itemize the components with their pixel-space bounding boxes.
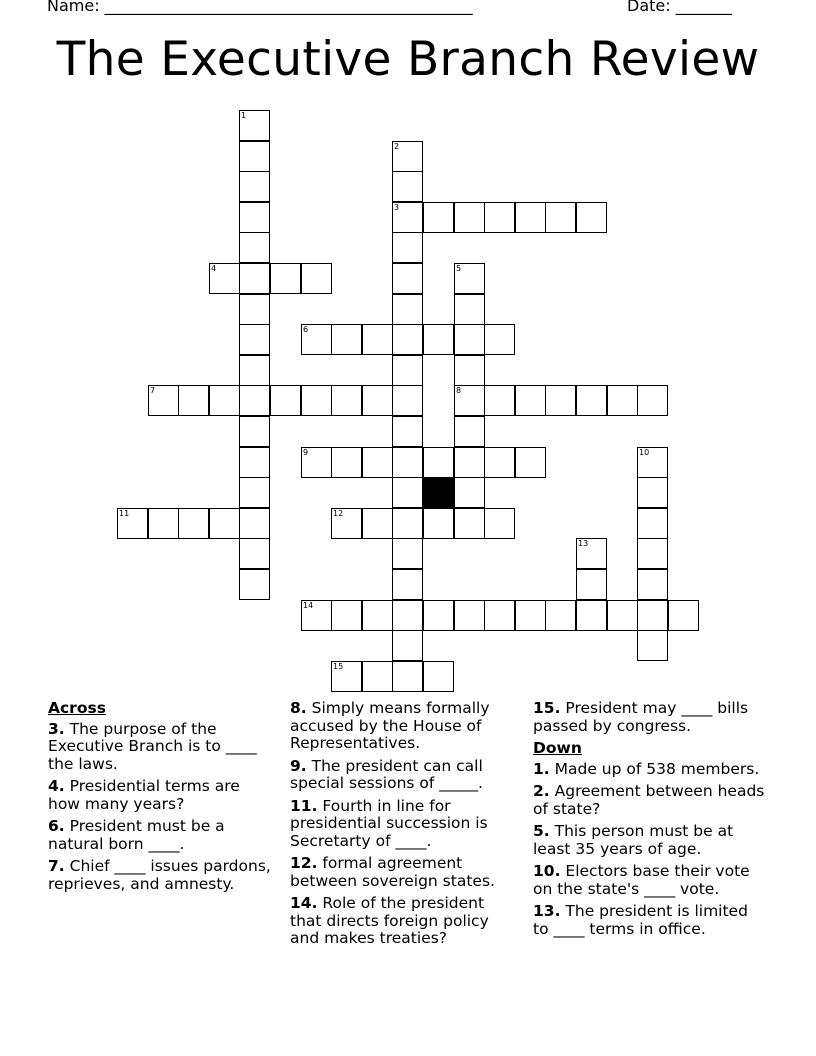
clue-across-4: 4. Presidential terms are how many years?	[48, 777, 240, 813]
grid-cell[interactable]	[362, 385, 393, 416]
grid-cell[interactable]	[178, 508, 209, 539]
grid-cell[interactable]	[423, 202, 454, 233]
grid-cell[interactable]	[239, 294, 270, 325]
clue-number: 6	[303, 325, 309, 334]
grid-cell[interactable]	[239, 477, 270, 508]
clue-across-14: 14. Role of the president that directs foreign policy and makes treaties?	[290, 894, 489, 947]
grid-cell[interactable]	[637, 630, 668, 661]
grid-cell[interactable]	[301, 324, 332, 355]
clue-across-15: 15. President may ____ bills passed by congress.	[533, 699, 749, 735]
grid-cell[interactable]	[484, 202, 515, 233]
page-title: The Executive Branch Review	[56, 32, 760, 87]
grid-cell[interactable]	[637, 447, 668, 478]
clue-across-12: 12. formal agreement between sovereign states.	[290, 854, 495, 890]
clue-column-1	[48, 700, 273, 898]
grid-cell[interactable]	[392, 600, 423, 631]
grid-cell[interactable]	[148, 508, 179, 539]
across-heading: Across	[48, 699, 106, 717]
grid-cell[interactable]	[392, 232, 423, 263]
clue-number: 13	[578, 539, 589, 548]
grid-cell[interactable]	[239, 171, 270, 202]
grid-cell[interactable]	[239, 355, 270, 386]
date-field-line: Date: _______	[627, 0, 732, 15]
clue-number: 14	[303, 601, 314, 610]
grid-cell[interactable]	[454, 294, 485, 325]
clue-number: 12	[333, 509, 344, 518]
clue-column-2	[290, 700, 510, 953]
grid-cell[interactable]	[392, 202, 423, 233]
grid-cell[interactable]	[392, 294, 423, 325]
grid-cell[interactable]	[362, 508, 393, 539]
grid-cell[interactable]	[239, 141, 270, 172]
grid-cell[interactable]	[392, 508, 423, 539]
grid-cell[interactable]	[576, 600, 607, 631]
grid-cell[interactable]	[454, 385, 485, 416]
grid-cell[interactable]	[423, 447, 454, 478]
grid-cell[interactable]	[392, 355, 423, 386]
clue-number: 8	[456, 386, 462, 395]
grid-cell[interactable]	[239, 538, 270, 569]
clue-number: 15	[333, 662, 344, 671]
grid-cell[interactable]	[454, 508, 485, 539]
clue-number: 11	[119, 509, 130, 518]
grid-cell[interactable]	[515, 447, 546, 478]
clue-number: 4	[211, 264, 217, 273]
grid-cell[interactable]	[454, 263, 485, 294]
grid-cell[interactable]	[392, 263, 423, 294]
grid-cell[interactable]	[484, 324, 515, 355]
clue-down-13: 13. The president is limited to ____ terms in office.	[533, 902, 748, 938]
grid-cell[interactable]	[301, 447, 332, 478]
clue-across-7: 7. Chief ____ issues pardons, reprieves, and amnesty.	[48, 857, 271, 893]
grid-cell[interactable]	[454, 477, 485, 508]
clue-across-11: 11. Fourth in line for presidential succession is Secretarty of ____.	[290, 796, 488, 850]
grid-cell[interactable]	[239, 324, 270, 355]
grid-cell[interactable]	[637, 508, 668, 539]
grid-cell[interactable]	[301, 385, 332, 416]
grid-cell[interactable]	[270, 263, 301, 294]
grid-cell[interactable]	[239, 416, 270, 447]
grid-cell[interactable]	[515, 202, 546, 233]
grid-cell[interactable]	[454, 447, 485, 478]
grid-cell[interactable]	[392, 569, 423, 600]
grid-cell[interactable]	[484, 385, 515, 416]
grid-cell[interactable]	[331, 661, 362, 692]
grid-cell[interactable]	[148, 385, 179, 416]
grid-cell[interactable]	[239, 508, 270, 539]
grid-cell[interactable]	[637, 477, 668, 508]
grid-cell[interactable]	[239, 110, 270, 141]
clue-across-9: 9. The president can call special sessions of _____.	[290, 756, 483, 792]
grid-cell[interactable]	[331, 447, 362, 478]
clue-down-5: 5. This person must be at least 35 years of age.	[533, 822, 734, 858]
grid-cell[interactable]	[576, 538, 607, 569]
grid-cell[interactable]	[392, 171, 423, 202]
grid-cell[interactable]	[423, 324, 454, 355]
grid-cell[interactable]	[392, 385, 423, 416]
grid-cell[interactable]	[239, 569, 270, 600]
clue-number: 2	[394, 142, 400, 151]
grid-cell[interactable]	[362, 600, 393, 631]
grid-cell[interactable]	[484, 508, 515, 539]
grid-cell[interactable]	[392, 141, 423, 172]
grid-cell[interactable]	[209, 508, 240, 539]
grid-cell[interactable]	[484, 600, 515, 631]
grid-cell[interactable]	[576, 569, 607, 600]
grid-cell[interactable]	[392, 630, 423, 661]
grid-cell[interactable]	[454, 324, 485, 355]
grid-cell[interactable]	[576, 202, 607, 233]
grid-cell[interactable]	[392, 447, 423, 478]
grid-cell[interactable]	[607, 385, 638, 416]
grid-cell[interactable]	[668, 600, 699, 631]
grid-cell[interactable]	[331, 600, 362, 631]
grid-cell[interactable]	[239, 263, 270, 294]
grid-cell[interactable]	[423, 600, 454, 631]
clue-across-8: 8. Simply means formally accused by the House of Representatives.	[290, 699, 490, 752]
grid-cell[interactable]	[454, 416, 485, 447]
grid-cell[interactable]	[637, 600, 668, 631]
grid-cell[interactable]	[607, 600, 638, 631]
clue-number: 3	[394, 203, 400, 212]
grid-cell[interactable]	[392, 416, 423, 447]
clue-column-3	[533, 700, 768, 943]
grid-cell[interactable]	[239, 385, 270, 416]
clue-across-3: 3. The purpose of the Executive Branch is to ____ the laws.	[48, 719, 257, 773]
grid-cell[interactable]	[515, 385, 546, 416]
grid-cell[interactable]	[392, 324, 423, 355]
grid-cell[interactable]	[178, 385, 209, 416]
grid-cell[interactable]	[637, 385, 668, 416]
clue-number: 9	[303, 448, 309, 457]
grid-cell[interactable]	[301, 600, 332, 631]
down-heading: Down	[533, 739, 582, 757]
clue-number: 1	[241, 111, 247, 120]
grid-cell[interactable]	[362, 324, 393, 355]
grid-cell[interactable]	[423, 508, 454, 539]
grid-cell[interactable]	[637, 538, 668, 569]
grid-cell[interactable]	[362, 661, 393, 692]
name-field-line: Name: ______________________________________________	[47, 0, 473, 15]
grid-cell[interactable]	[270, 385, 301, 416]
grid-cell[interactable]	[331, 508, 362, 539]
grid-cell[interactable]	[209, 385, 240, 416]
grid-cell[interactable]	[545, 202, 576, 233]
grid-cell[interactable]	[239, 447, 270, 478]
grid-cell[interactable]	[117, 508, 148, 539]
grid-cell[interactable]	[331, 385, 362, 416]
grid-cell[interactable]	[454, 355, 485, 386]
grid-cell[interactable]	[545, 600, 576, 631]
clue-down-10: 10. Electors base their vote on the state's ____ vote.	[533, 862, 750, 898]
grid-cell[interactable]	[362, 447, 393, 478]
grid-cell[interactable]	[454, 600, 485, 631]
clue-number: 7	[150, 386, 156, 395]
grid-cell[interactable]	[209, 263, 240, 294]
grid-cell[interactable]	[576, 385, 607, 416]
grid-cell[interactable]	[454, 202, 485, 233]
clue-down-1: 1. Made up of 538 members.	[533, 759, 760, 778]
clue-number: 10	[639, 448, 650, 457]
grid-cell[interactable]	[392, 661, 423, 692]
grid-cell[interactable]	[392, 477, 423, 508]
grid-cell[interactable]	[484, 447, 515, 478]
clue-across-6: 6. President must be a natural born ____.	[48, 817, 225, 853]
grid-cell[interactable]	[239, 202, 270, 233]
grid-cell[interactable]	[331, 324, 362, 355]
black-square	[423, 477, 454, 508]
clue-down-2: 2. Agreement between heads of state?	[533, 782, 765, 818]
clue-number: 5	[456, 264, 462, 273]
grid-cell[interactable]	[392, 538, 423, 569]
grid-cell[interactable]	[423, 661, 454, 692]
grid-cell[interactable]	[637, 569, 668, 600]
grid-cell[interactable]	[239, 232, 270, 263]
grid-cell[interactable]	[515, 600, 546, 631]
grid-cell[interactable]	[301, 263, 332, 294]
grid-cell[interactable]	[545, 385, 576, 416]
